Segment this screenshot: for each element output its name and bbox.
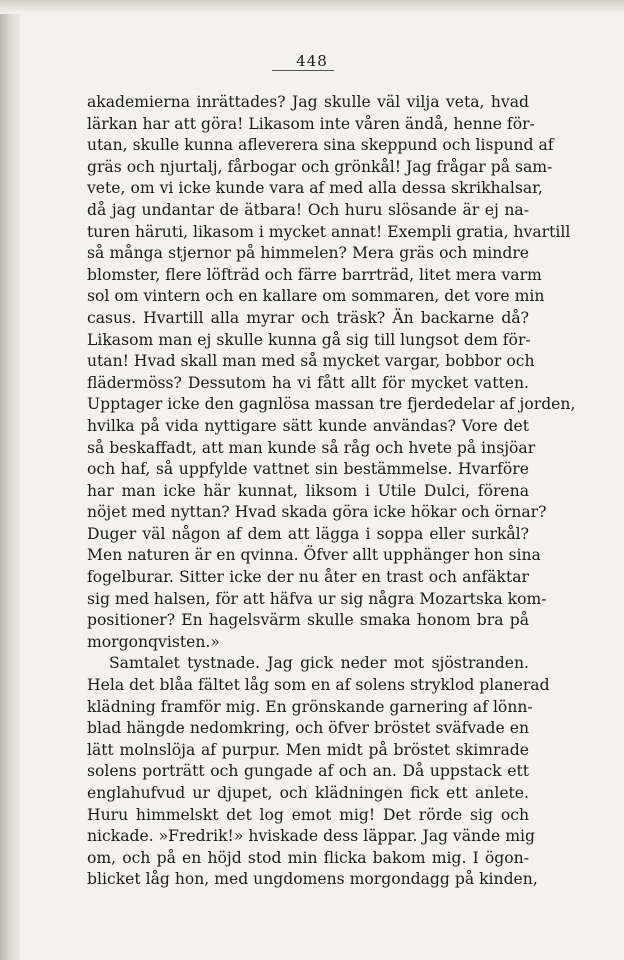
text-line: Duger väl någon af dem att lägga i soppa eller surkål? — [87, 524, 529, 543]
text-line: blicket låg hon, med ungdomens morgondagg på kinden, — [87, 870, 538, 889]
paragraph — [87, 653, 550, 891]
text-line: fogelburar. Sitter icke der nu åter en trast och anfäktar — [87, 568, 529, 587]
text-line: flädermöss? Dessutom ha vi fått allt för mycket vatten. — [87, 373, 529, 392]
text-line: blomster, flere löfträd och färre barrträd, litet mera varm — [87, 265, 542, 284]
text-line: morgonqvisten.» — [87, 632, 220, 651]
text-line: lätt molnslöja af purpur. Men midt på bröstet skimrade — [87, 740, 529, 759]
text-line: hvilka på vida nyttigare sätt kunde användas? Vore det — [87, 416, 529, 435]
text-line: utan! Hvad skall man med så mycket vargar, bobbor och — [87, 352, 535, 371]
text-line: har man icke här kunnat, liksom i Utile Dulci, förena — [87, 481, 529, 500]
text-line: utan, skulle kunna afleverera sina skeppund och lispund af — [87, 136, 554, 155]
text-line: englahufvud ur djupet, och klädningen fick ett anlete. — [87, 784, 529, 802]
paragraph — [87, 92, 576, 653]
page-number-rule — [272, 70, 334, 71]
text-body — [87, 92, 576, 891]
text-line: sig med halsen, för att häfva ur sig några Mozartska kom- — [87, 589, 547, 608]
text-line: turen häruti, likasom i mycket annat! Exempli gratia, hvartill — [87, 222, 571, 241]
text-line: akademierna inrättades? Jag skulle väl vilja veta, hvad — [87, 93, 529, 111]
page-edge-shadow — [0, 0, 20, 960]
text-line: så beskaffadt, att man kunde så råg och hvete på insjöar — [87, 438, 536, 457]
text-line: casus. Hvartill alla myrar och träsk? Än backarne då? — [87, 308, 529, 327]
text-line: om, och på en höjd stod min flicka bakom mig. I ögon- — [87, 848, 529, 867]
text-line: lärkan har att göra! Likasom inte våren ändå, henne för- — [87, 114, 535, 133]
text-line: så många stjernor på himmelen? Mera gräs och mindre — [87, 244, 529, 263]
page-number: 448 — [296, 52, 328, 70]
text-line: och haf, så uppfylde vattnet sin bestämmelse. Hvarföre — [87, 460, 529, 479]
text-line: sol om vintern och en kallare om sommaren, det vore min — [87, 287, 545, 306]
text-line: vete, om vi icke kunde vara af med alla dessa skrikhalsar, — [87, 179, 543, 198]
text-line: Upptager icke den gagnlösa massan tre fjerdedelar af jorden, — [87, 395, 576, 414]
page-top-shadow — [0, 0, 624, 14]
text-line: Hela det blåa fältet låg som en af solens stryklod planerad — [87, 676, 550, 695]
text-line: Huru himmelskt det log emot mig! Det rörde sig och — [87, 805, 529, 824]
text-line: då jag undantar de ätbara! Och huru slösande är ej na- — [87, 200, 529, 219]
text-line: nickade. »Fredrik!» hviskade dess läppar. Jag vände mig — [87, 827, 535, 846]
text-line: Men naturen är en qvinna. Öfver allt upphänger hon sina — [87, 546, 541, 565]
text-line: solens porträtt och gungade af och an. Då uppstack ett — [87, 762, 529, 781]
text-line: blad hängde nedomkring, och öfver bröstet sväfvade en — [87, 719, 529, 738]
text-line: nöjet med nyttan? Hvad skada göra icke hökar och örnar? — [87, 503, 547, 522]
text-line: Likasom man ej skulle kunna gå sig till lungsot dem för- — [87, 330, 531, 349]
text-line: positioner? En hagelsvärm skulle smaka honom bra på — [87, 611, 529, 630]
text-line: gräs och njurtalj, fårbogar och grönkål! Jag frågar på sam- — [87, 157, 553, 176]
text-line: Samtalet tystnade. Jag gick neder mot sjöstranden. — [109, 654, 529, 673]
text-line: klädning framför mig. En grönskande garnering af lönn- — [87, 697, 533, 716]
